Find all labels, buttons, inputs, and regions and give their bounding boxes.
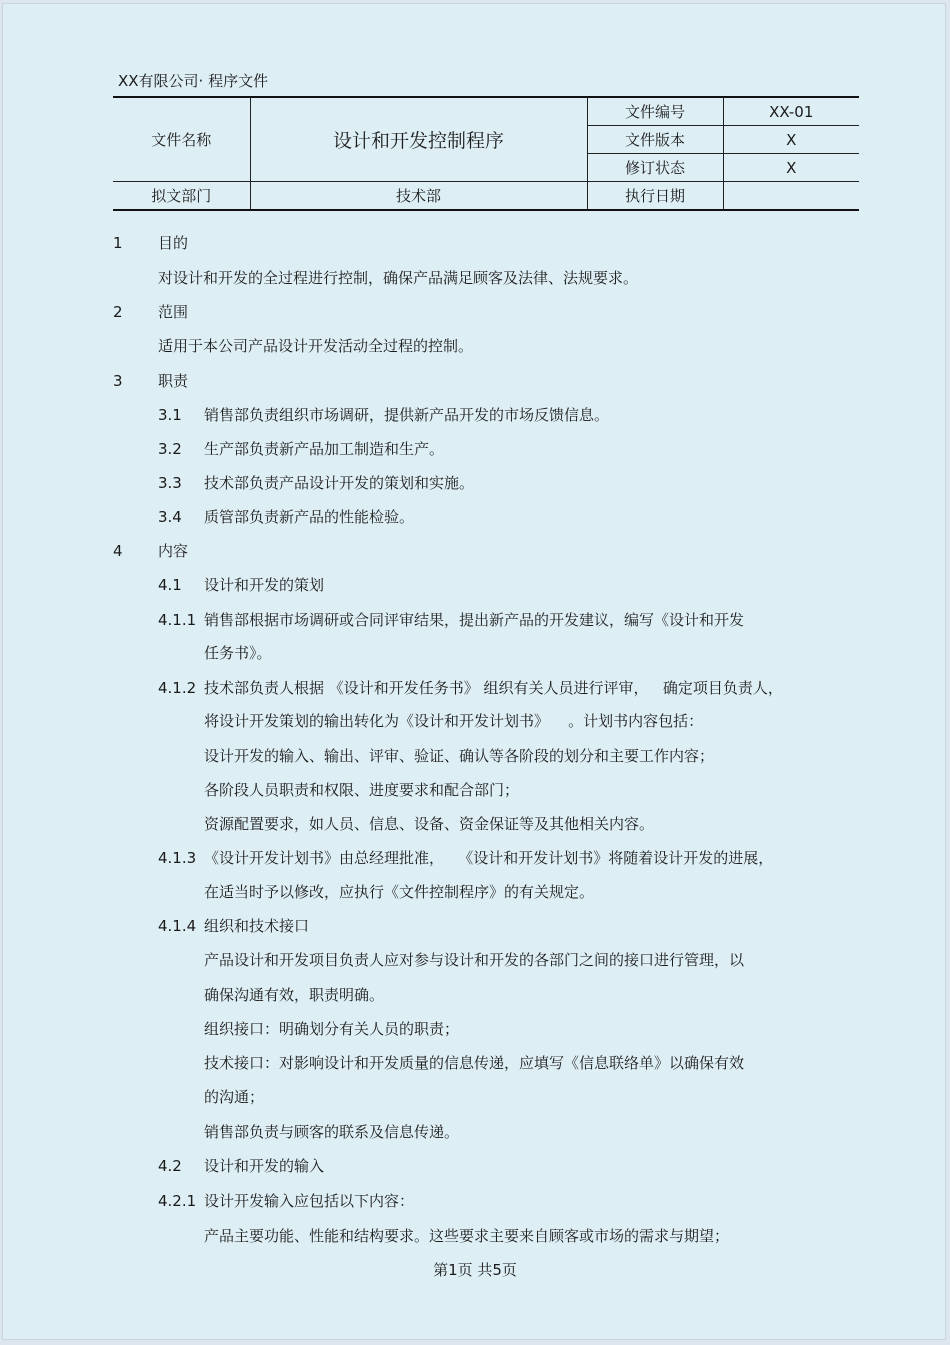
section-number: 3.2 <box>158 440 182 458</box>
revision-label: 修订状态 <box>587 154 723 182</box>
version-value: X <box>723 126 859 154</box>
body-text-line: 质管部负责新产品的性能检验。 <box>204 508 415 526</box>
section-number: 4.1.3 <box>158 849 197 867</box>
file-no-label: 文件编号 <box>587 97 723 126</box>
body-text-line: 销售部负责组织市场调研，提供新产品开发的市场反馈信息。 <box>204 406 610 424</box>
section-number: 3 <box>113 372 123 390</box>
body-text-line: 设计开发输入应包括以下内容： <box>204 1192 415 1210</box>
body-text-line: 将设计开发策划的输出转化为《设计和开发计划书》 。计划书内容包括： <box>204 712 704 730</box>
section-number: 2 <box>113 303 123 321</box>
body-text-line: 组织接口：明确划分有关人员的职责； <box>204 1020 460 1038</box>
section-number: 4.1.1 <box>158 611 197 629</box>
body-text-line: 《设计开发计划书》由总经理批准， 《设计和开发计划书》将随着设计开发的进展， <box>204 849 774 867</box>
section-number: 4.2 <box>158 1157 182 1175</box>
body-text-line: 确保沟通有效，职责明确。 <box>204 986 385 1004</box>
file-no-value: XX-01 <box>723 97 859 126</box>
body-text-line: 设计开发的输入、输出、评审、验证、确认等各阶段的划分和主要工作内容； <box>204 747 715 765</box>
section-number: 4 <box>113 542 123 560</box>
body-text-line: 资源配置要求，如人员、信息、设备、资金保证等及其他相关内容。 <box>204 815 655 833</box>
page-footer: 第1页 共5页 <box>433 1261 517 1279</box>
revision-value: X <box>723 154 859 182</box>
body-text-line: 的沟通； <box>204 1088 265 1106</box>
body-text-line: 范围 <box>158 303 189 321</box>
body-text-line: 产品设计和开发项目负责人应对参与设计和开发的各部门之间的接口进行管理，以 <box>204 951 745 969</box>
body-text-line: 适用于本公司产品设计开发活动全过程的控制。 <box>158 337 474 355</box>
body-text-line: 技术部负责人根据 《设计和开发任务书》 组织有关人员进行评审， 确定项目负责人， <box>204 679 783 697</box>
company-header: XX有限公司· 程序文件 <box>118 72 269 90</box>
dept-label: 拟文部门 <box>113 182 250 211</box>
body-text-line: 生产部负责新产品加工制造和生产。 <box>204 440 445 458</box>
section-number: 3.4 <box>158 508 182 526</box>
section-number: 3.3 <box>158 474 182 492</box>
body-text-line: 组织和技术接口 <box>204 917 310 935</box>
body-text-line: 任务书》。 <box>204 644 272 662</box>
body-text-line: 在适当时予以修改，应执行《文件控制程序》的有关规定。 <box>204 883 595 901</box>
body-text-line: 对设计和开发的全过程进行控制，确保产品满足顾客及法律、法规要求。 <box>158 269 639 287</box>
version-label: 文件版本 <box>587 126 723 154</box>
body-text-line: 各阶段人员职责和权限、进度要求和配合部门； <box>204 781 520 799</box>
document-info-table <box>113 96 859 211</box>
section-number: 3.1 <box>158 406 182 424</box>
section-number: 4.2.1 <box>158 1192 197 1210</box>
section-number: 4.1.2 <box>158 679 197 697</box>
exec-date-value <box>723 182 859 211</box>
section-number: 4.1.4 <box>158 917 197 935</box>
body-text-line: 设计和开发的策划 <box>204 576 325 594</box>
section-number: 4.1 <box>158 576 182 594</box>
exec-date-label: 执行日期 <box>587 182 723 211</box>
body-text-line: 目的 <box>158 234 189 252</box>
body-text-line: 内容 <box>158 542 189 560</box>
body-text-line: 技术部负责产品设计开发的策划和实施。 <box>204 474 475 492</box>
body-text-line: 销售部根据市场调研或合同评审结果，提出新产品的开发建议，编写《设计和开发 <box>204 611 745 629</box>
body-text-line: 销售部负责与顾客的联系及信息传递。 <box>204 1123 460 1141</box>
dept-value: 技术部 <box>250 182 587 211</box>
body-text-line: 技术接口：对影响设计和开发质量的信息传递，应填写《信息联络单》以确保有效 <box>204 1054 745 1072</box>
section-number: 1 <box>113 234 123 252</box>
file-name-label: 文件名称 <box>113 97 250 182</box>
body-text-line: 职责 <box>158 372 189 390</box>
document-title: 设计和开发控制程序 <box>250 97 587 182</box>
body-text-line: 产品主要功能、性能和结构要求。这些要求主要来自顾客或市场的需求与期望； <box>204 1227 730 1245</box>
body-text-line: 设计和开发的输入 <box>204 1157 325 1175</box>
